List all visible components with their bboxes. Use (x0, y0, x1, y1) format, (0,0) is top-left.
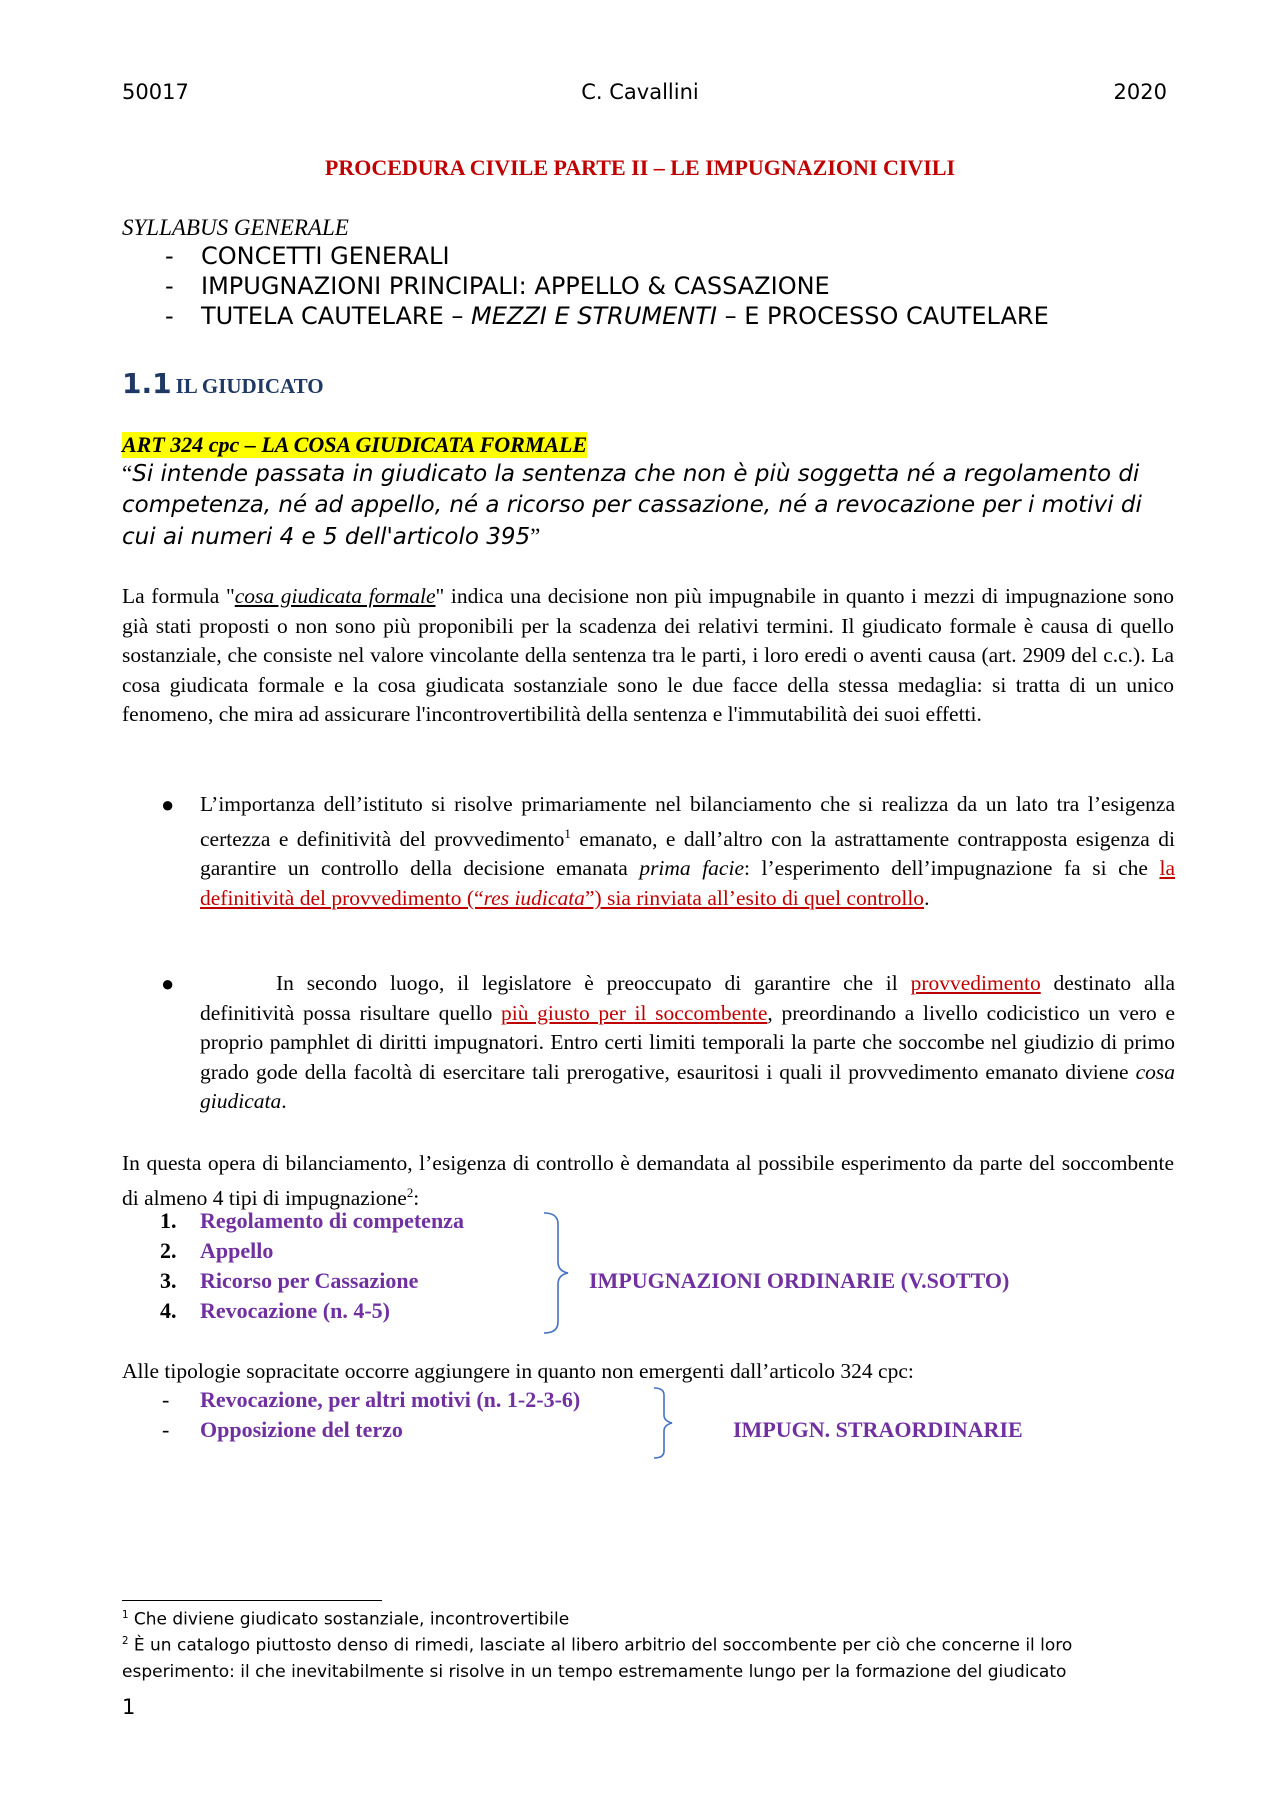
footnote-divider (122, 1600, 382, 1601)
text-run: – E PROCESSO CAUTELARE (716, 302, 1049, 330)
syllabus-item-text: CONCETTI GENERALI (201, 242, 450, 270)
red-underlined-text: la definitività del provvedimento (“ (200, 856, 1175, 910)
list-item-label: Revocazione (n. 4-5) (200, 1298, 391, 1323)
header-center: C. Cavallini (581, 80, 699, 104)
text-run: , preordinando a livello codicistico un vero e proprio pamphlet di diritti impugnatori. Entro certi limiti temporali la parte che soccombe nel giudizio di primo grado gode della facoltà di esercitare tali prerogative, esauritosi i quali il provvedimento emanato diviene (200, 1000, 1176, 1084)
section-heading (122, 367, 324, 400)
list-item (162, 1387, 580, 1413)
page-number: 1 (122, 1695, 136, 1719)
text-run: TUTELA CAUTELARE – (201, 302, 472, 330)
list-number: 2. (160, 1238, 177, 1263)
red-underlined-text: più giusto per il soccombente (501, 1000, 768, 1025)
list-item-label: Regolamento di competenza (200, 1208, 464, 1233)
red-underlined-text: provvedimento (910, 971, 1041, 995)
footnote-text: Che diviene giudicato sostanziale, incontrovertibile (128, 1609, 570, 1630)
dash-marker: - (165, 272, 174, 300)
header-right: 2020 (1113, 80, 1167, 104)
red-underlined-text: ”) sia rinviata all’esito di quel controllo (584, 885, 925, 910)
footnote-ref: 2 (406, 1185, 414, 1200)
text-run: " indica una decisione non più impugnabile in quanto i mezzi di impugnazione sono già stati proposti o non sono più proponibili per la scadenza dei relativi termini. Il giudicato formale è causa di quello sostanziale, che consiste nel valore vincolante della sentenza tra le parti, i loro eredi o aventi causa (art. 2909 del c.c.). La cosa giudicata formale e la cosa giudicata sostanziale sono le due facce della stessa medaglia: si tratta di un unico fenomeno, che mira ad assicurare l'incontrovertibilità della sentenza e l'immutabilità dei suoi effetti. (122, 584, 1174, 726)
syllabus-heading: SYLLABUS GENERALE (122, 215, 349, 240)
group-label-ordinarie: IMPUGNAZIONI ORDINARIE (V.SOTTO) (589, 1268, 1010, 1293)
text-run: . (281, 1089, 287, 1113)
list-item (160, 1268, 418, 1294)
text-run: : (413, 1185, 420, 1210)
text-run: La formula " (122, 584, 235, 608)
quote-mark: ” (530, 524, 541, 549)
bullet-paragraph (200, 790, 1175, 913)
list-item (160, 1208, 464, 1234)
dash-marker: - (162, 1417, 170, 1442)
syllabus-item-text (201, 302, 1049, 330)
list-item-label: Revocazione, per altri motivi (n. 1-2-3-6) (200, 1387, 581, 1412)
list-item (160, 1238, 273, 1264)
header-left: 50017 (122, 80, 189, 104)
footnote-ref: 1 (564, 826, 571, 841)
dash-marker: - (165, 242, 174, 270)
dash-marker: - (162, 1387, 170, 1412)
right-brace-icon (650, 1385, 680, 1461)
text-run: L’importanza dell’istituto si risolve primariamente nel bilanciamento che si realizza da un lato tra l’esigenza certezza e definitività del provvedimento (200, 792, 1175, 851)
list-item-label: Ricorso per Cassazione (200, 1268, 419, 1293)
article-quote (122, 458, 1182, 553)
document-title: PROCEDURA CIVILE PARTE II – LE IMPUGNAZIONI CIVILI (324, 155, 956, 180)
footnote-text: È un catalogo piuttosto denso di rimedi, lasciate al libero arbitrio del soccombente per ciò che concerne il loro esperimento: il che inevitabilmente si risolve in un tempo estremamente lungo per la formazione del giudicato (122, 1635, 1073, 1682)
list-item (162, 1417, 403, 1443)
text-run: . (924, 885, 930, 910)
bullet-icon: ● (161, 971, 175, 996)
quote-mark: “ (122, 461, 133, 486)
article-title: ART 324 cpc – LA COSA GIUDICATA FORMALE (122, 432, 588, 457)
footnote-number: 2 (122, 1636, 129, 1647)
syllabus-item-text: IMPUGNAZIONI PRINCIPALI: APPELLO & CASSAZIONE (201, 272, 830, 300)
dash-marker: - (165, 302, 174, 330)
footnote-number: 1 (122, 1610, 129, 1621)
paragraph (122, 582, 1174, 730)
quote-text: Si intende passata in giudicato la sentenza che non è più soggetta né a regolamento di competenza, né ad appello, né a ricorso per cassazione, né a revocazione per i motivi di cui ai numeri 4 e 5 dell'articolo 395 (122, 461, 1142, 550)
section-number: 1.1 (122, 367, 172, 400)
section-label: IL GIUDICATO (175, 374, 324, 398)
term-underlined: cosa giudicata formale (234, 584, 436, 608)
text-run: prima facie (639, 856, 744, 881)
group-label-straordinarie: IMPUGN. STRAORDINARIE (733, 1417, 1023, 1442)
text-run: In questa opera di bilanciamento, l’esigenza di controllo è demandata al possibile esperimento da parte del soccombente di almeno 4 tipi di impugnazione (122, 1151, 1174, 1210)
text-run: MEZZI E STRUMENTI (471, 302, 717, 330)
bullet-paragraph (200, 969, 1175, 1117)
paragraph (122, 1149, 1174, 1213)
list-item-label: Appello (200, 1238, 274, 1263)
list-item-label: Opposizione del terzo (200, 1417, 403, 1442)
list-number: 1. (160, 1208, 177, 1233)
list-number: 4. (160, 1298, 177, 1323)
red-underlined-text: res iudicata (483, 885, 585, 910)
text-run: cosa giudicata (200, 1059, 1175, 1113)
bullet-icon: ● (161, 792, 175, 817)
text-run: : l’esperimento dell’impugnazione fa si che (744, 856, 1160, 881)
text-run: emanato, e dall’altro con la astrattamente contrapposta esigenza di garantire un controllo della decisione emanata (200, 826, 1175, 881)
text-run: destinato alla definitività possa risultare quello (200, 971, 1175, 1025)
paragraph: Alle tipologie sopracitate occorre aggiungere in quanto non emergenti dall’articolo 324 cpc: (122, 1359, 914, 1383)
right-brace-icon (540, 1210, 580, 1336)
list-number: 3. (160, 1268, 177, 1293)
footnote (122, 1629, 1182, 1685)
list-item (160, 1298, 390, 1324)
text-run: In secondo luogo, il legislatore è preoccupato di garantire che il (276, 971, 911, 995)
